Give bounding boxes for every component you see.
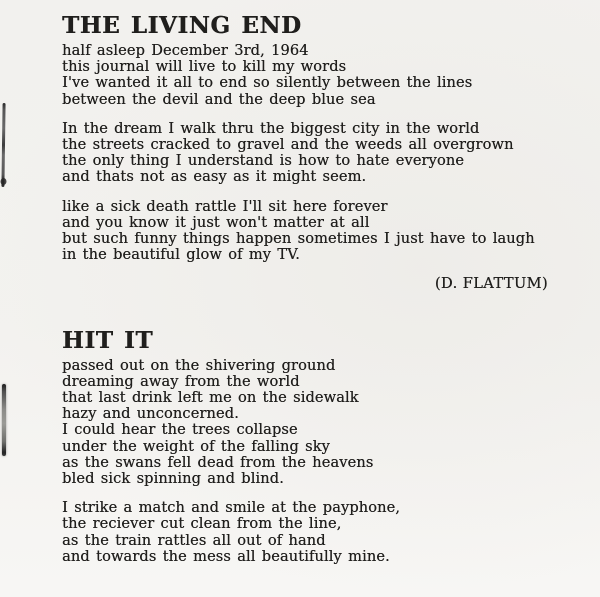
poem-hit-it — [62, 327, 560, 565]
stanza — [62, 199, 560, 264]
lyric-line: between the devil and the deep blue sea — [62, 90, 376, 108]
staple-mark-top — [1, 103, 5, 187]
lyric-line: that last drink left me on the sidewalk — [62, 389, 359, 407]
lyric-line: but such funny things happen sometimes I just have to laugh — [62, 230, 535, 248]
poem-the-living-end — [62, 12, 560, 293]
lyric-line: under the weight of the falling sky — [62, 437, 330, 455]
lyric-line: dreaming away from the world — [62, 372, 300, 390]
lyric-line: the reciever cut clean from the line, — [62, 515, 342, 533]
author-credit: (D. FLATTUM) — [434, 275, 548, 293]
lyric-line: as the swans fell dead from the heavens — [62, 453, 374, 471]
lyric-line: passed out on the shivering ground — [62, 356, 336, 374]
staple-mark-bottom — [2, 384, 6, 456]
stanza — [62, 43, 560, 108]
poem-title: HIT IT — [62, 326, 154, 354]
lyric-line: I've wanted it all to end so silently between the lines — [62, 74, 473, 92]
lyric-line: hazy and unconcerned. — [62, 405, 239, 423]
lyric-line: this journal will live to kill my words — [62, 58, 347, 76]
lyric-line: and you know it just won't matter at all — [62, 213, 370, 231]
poem-title: THE LIVING END — [62, 12, 302, 39]
lyric-line: and thats not as easy as it might seem. — [62, 168, 367, 186]
lyric-line: I strike a match and smile at the payphone, — [62, 499, 401, 517]
lyric-line: as the train rattles all out of hand — [62, 531, 326, 549]
lyric-line: bled sick spinning and blind. — [62, 470, 284, 488]
stanza — [62, 121, 560, 186]
lyric-line: and towards the mess all beautifully mine. — [62, 547, 390, 565]
lyric-line: the only thing I understand is how to hate everyone — [62, 152, 464, 170]
stanza — [62, 500, 560, 565]
lyrics-content — [62, 12, 560, 565]
lyric-line: the streets cracked to gravel and the weeds all overgrown — [62, 136, 514, 154]
lyric-line: in the beautiful glow of my TV. — [62, 246, 300, 264]
lyric-line: In the dream I walk thru the biggest city in the world — [62, 119, 480, 137]
lyric-line: half asleep December 3rd, 1964 — [62, 42, 309, 59]
lyric-line: like a sick death rattle I'll sit here forever — [62, 197, 388, 215]
lyric-line: I could hear the trees collapse — [62, 421, 298, 439]
stanza — [62, 358, 560, 488]
